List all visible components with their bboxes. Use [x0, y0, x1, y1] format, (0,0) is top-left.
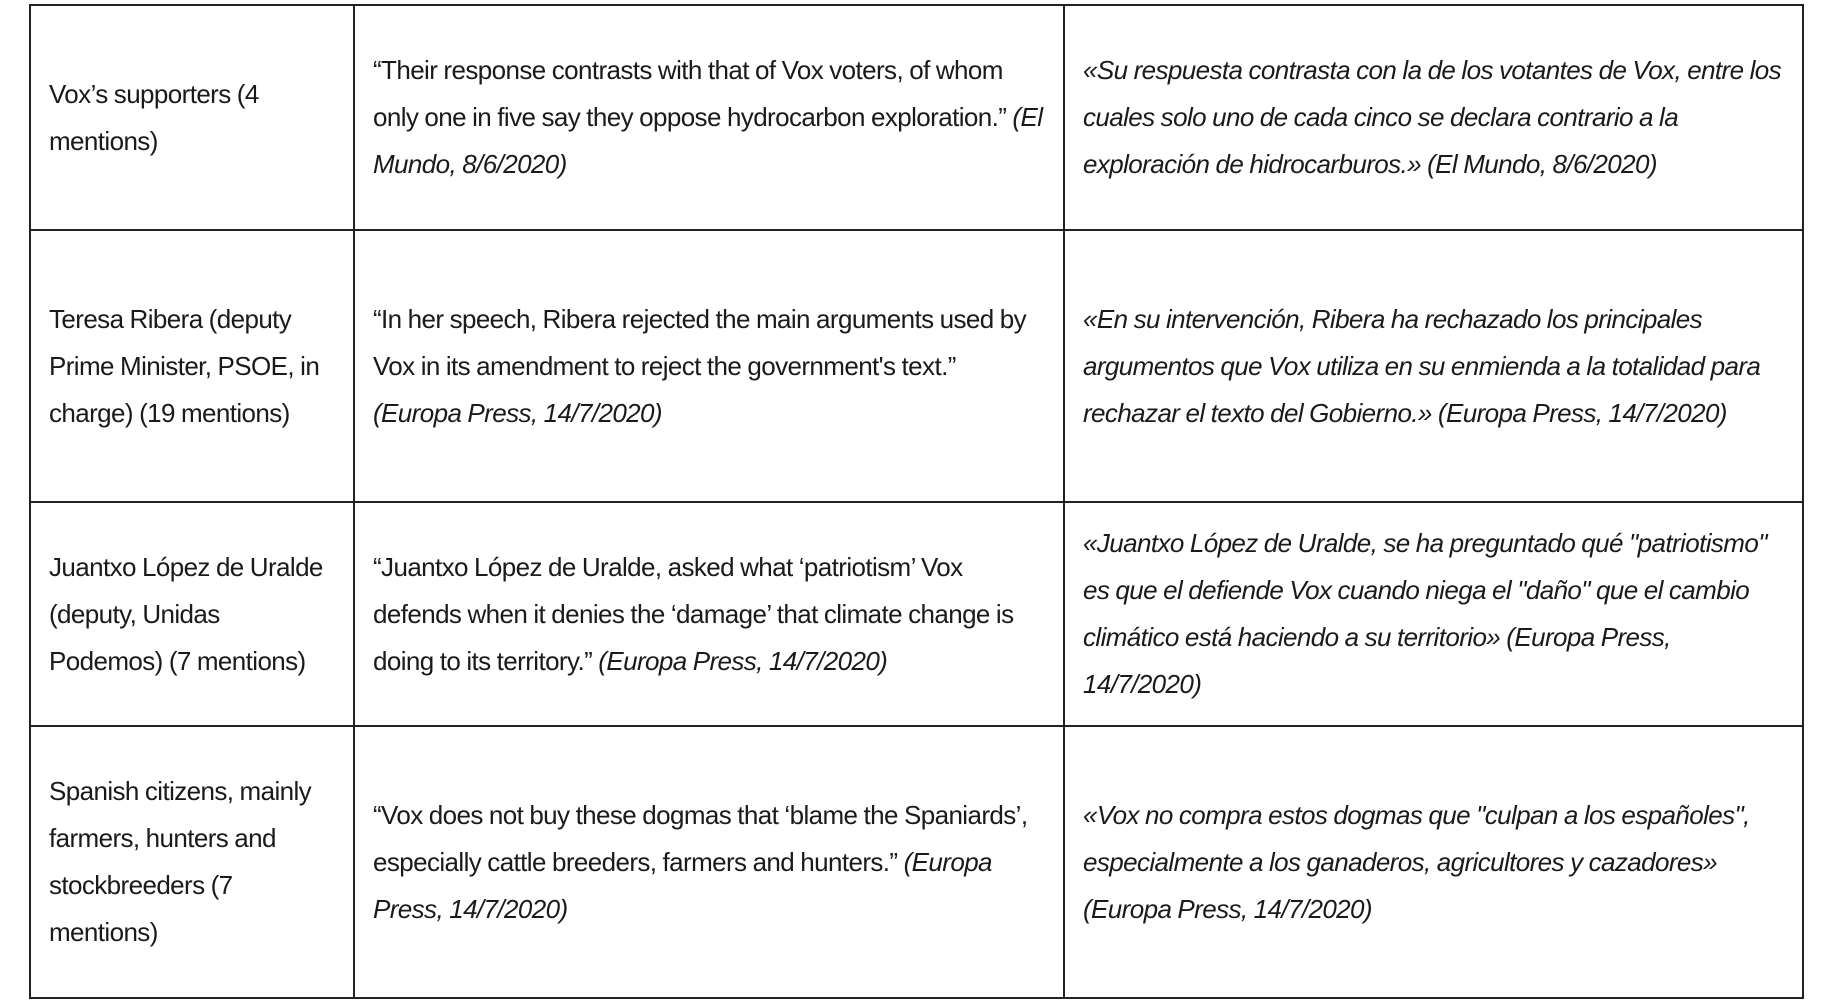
english-source: (Europa Press, 14/7/2020): [598, 645, 888, 676]
english-quote: “Their response contrasts with that of Vox voters, of whom only one in five say they oppose hydrocarbon exploration.”: [373, 55, 1007, 132]
english-source: (Europa Press, 14/7/2020): [373, 397, 662, 428]
english-quote: “Juantxo López de Uralde, asked what ‘patriotism’ Vox defends when it denies the ‘damage’ that climate change is doing to its territory.”: [373, 551, 1014, 676]
english-quote-cell: [354, 5, 1064, 230]
actor-cell: [30, 726, 354, 998]
actor-cell: [30, 230, 354, 502]
spanish-quote-cell: [1064, 726, 1803, 998]
actor-label: Teresa Ribera (deputy Prime Minister, PSOE, in charge) (19 mentions): [49, 303, 320, 428]
english-source: (Europa Press, 14/7/2020): [373, 846, 992, 924]
english-quote-cell: [354, 502, 1064, 726]
spanish-quote: «Su respuesta contrasta con la de los votantes de Vox, entre los cuales solo uno de cada cinco se declara contrario a la exploración de hidrocarburos.» (El Mundo, 8/6/2020): [1083, 55, 1782, 179]
table-row: [30, 5, 1803, 230]
spanish-quote: «Vox no compra estos dogmas que "culpan a los españoles", especialmente a los ganaderos, agricultores y cazadores» (Europa Press, 14/7/2020): [1083, 799, 1750, 924]
spanish-quote: «Juantxo López de Uralde, se ha preguntado qué "patriotismo" es que el defiende Vox cuando niega el "daño" que el cambio climático está haciendo a su territorio» (Europa Press, 14/7/2020): [1083, 528, 1767, 699]
actor-cell: [30, 502, 354, 726]
english-quote: “Vox does not buy these dogmas that ‘blame the Spaniards’, especially cattle breeders, farmers and hunters.”: [373, 799, 1028, 877]
spanish-quote: «En su intervención, Ribera ha rechazado los principales argumentos que Vox utiliza en su enmienda a la totalidad para rechazar el texto del Gobierno.» (Europa Press, 14/7/2020): [1083, 303, 1761, 428]
english-quote-cell: [354, 230, 1064, 502]
actor-cell: [30, 5, 354, 230]
actor-label: Spanish citizens, mainly farmers, hunters and stockbreeders (7 mentions): [49, 776, 312, 947]
spanish-quote-cell: [1064, 5, 1803, 230]
actor-label: Vox’s supporters (4 mentions): [49, 78, 259, 156]
spanish-quote-cell: [1064, 502, 1803, 726]
quotes-table: [29, 4, 1804, 999]
table-row: [30, 502, 1803, 726]
english-source: (El Mundo, 8/6/2020): [373, 102, 1043, 179]
actor-label: Juantxo López de Uralde (deputy, Unidas Podemos) (7 mentions): [49, 551, 323, 676]
table-row: [30, 230, 1803, 502]
spanish-quote-cell: [1064, 230, 1803, 502]
table-row: [30, 726, 1803, 998]
english-quote: “In her speech, Ribera rejected the main arguments used by Vox in its amendment to reject the government's text.”: [373, 303, 1026, 381]
english-quote-cell: [354, 726, 1064, 998]
